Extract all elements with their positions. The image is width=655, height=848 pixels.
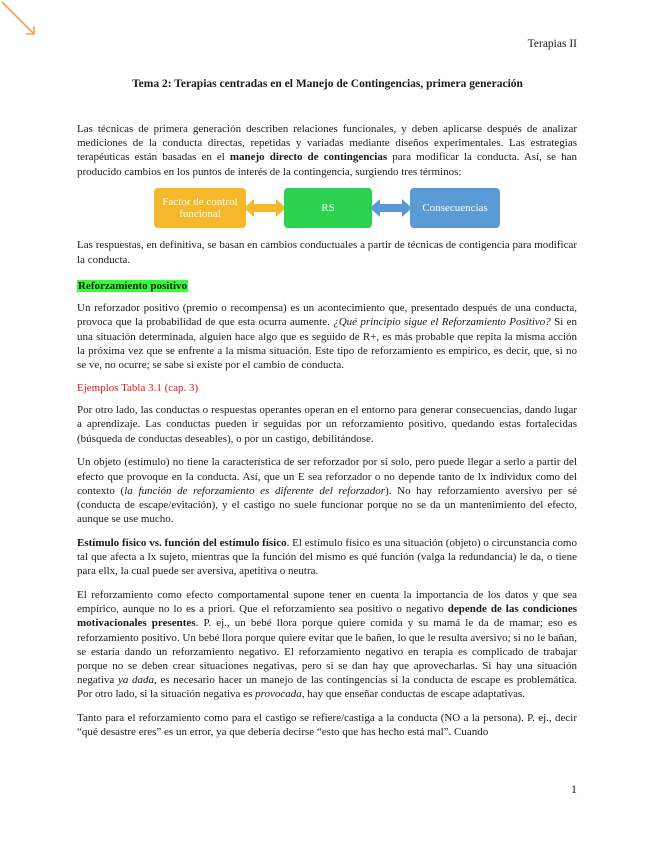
rs-box: RS <box>284 188 372 228</box>
contingency-diagram <box>77 188 577 232</box>
document-body <box>77 122 577 749</box>
section-heading-reforzamiento: Reforzamiento positivo <box>78 280 188 293</box>
double-arrow-orange-icon <box>244 199 286 217</box>
running-header: Terapias II <box>527 38 577 50</box>
corner-arrow-icon <box>0 0 44 44</box>
paragraph-respuestas: Las respuestas, en definitiva, se basan en cambios conductuales a partir de técnicas de contigencia para modificar la conducta. <box>77 239 577 266</box>
paragraph-estimulo-fisico: Estímulo físico vs. función del estímulo físico. El estímulo físico es una situación (objeto) o circunstancia como tal que afecta a lx sujeto, mientras que la función del mismo es qué función (valga la redundancia) le da, o tiene para ellx, la cual puede ser aversiva, apetitiva o neutra. <box>77 536 577 578</box>
paragraph-reforzador: Un reforzador positivo (premio o recompensa) es un acontecimiento que, presentado después de una conducta, provoca que la probabilidad de que esta ocurra aumente. ¿Qué principio sigue el Reforzamiento Positivo? Si en una situación determinada, alguien hace algo que es seguido de R+, es más probable que repita la misma acción la próxima vez que se enfrente a la misma situación. Este tipo de reforzamiento es empírico, es decir, que, si no se ve, no ocurre; se sabe si existe por el cambio de conducta. <box>77 302 578 372</box>
page-title: Tema 2: Terapias centradas en el Manejo de Contingencias, primera generación <box>132 78 523 90</box>
ejemplos-link: Ejemplos Tabla 3.1 (cap. 3) <box>77 381 199 394</box>
paragraph-intro: Las técnicas de primera generación describen relaciones funcionales, y deben aplicarse después de analizar mediciones de la conducta directas, repetidas y variadas mediante diseños experimentales. Las estrategias terapéuticas están basadas en el manejo directo de contingencias para modificar la conducta. Así, se han producido cambios en los puntos de interés de la contingencia, surgiendo tres términos: <box>77 123 577 178</box>
page-number: 1 <box>571 782 577 796</box>
paragraph-efecto-comportamental: El reforzamiento como efecto comportamental supone tener en cuenta la importancia de los datos y que sea empírico, aunque no lo es a priori. Que el reforzamiento sea positivo o negativo depende de las condiciones motivacionales presentes. P. ej., un bebé llora porque quiere comida y su mamá le da de mamar; eso es reforzamiento positivo. Un bebé llora porque quiere evitar que le bañen, lo que le resulta aversivo; si no le bañan, se estaría dando un reforzamiento negativo. El reforzamiento negativo en terapia es complicado de trabajar porque no se deben crear situaciones negativas, pero si se dan hay que aprovecharlas. Si hay una situación negativa ya dada, es necesario hacer un manejo de las contingencias si la conducta de escape es problemática. Por otro lado, si la situación negativa es provocada, hay que enseñar conductas de escape adaptativas. <box>77 588 578 701</box>
factor-control-box: Factor de control funcional <box>154 188 246 228</box>
paragraph-conductas-operantes: Por otro lado, las conductas o respuestas operantes operan en el entorno para generar consecuencias, dando lugar a aprendizaje. Las conductas pueden ir seguidas por un reforzamiento positivo, quedando estas fortalecidas (búsqueda de conductas deseables), o por un castigo, debilitándose. <box>77 404 577 445</box>
consecuencias-box: Consecuencias <box>410 188 500 228</box>
double-arrow-blue-icon <box>370 199 412 217</box>
paragraph-conducta-persona: Tanto para el reforzamiento como para el castigo se refiere/castiga a la conducta (NO a la persona). P. ej., decir “qué desastre eres” es un error, ya que debería decirse “esto que has hecho está mal”. Cuando <box>77 712 577 739</box>
paragraph-objeto-estimulo: Un objeto (estímulo) no tiene la característica de ser reforzador por sí solo, pero puede llegar a serlo a partir del efecto que provoque en la conducta. Así, que un E sea reforzador o no depende tanto de lx individux como del contexto (la función de reforzamiento es diferente del reforzador). No hay reforzamiento aversivo per sé (conducta de escape/evitación), y el castigo no suele funcionar porque no se da un mantenimiento del efecto, aunque se use mucho. <box>77 456 578 526</box>
